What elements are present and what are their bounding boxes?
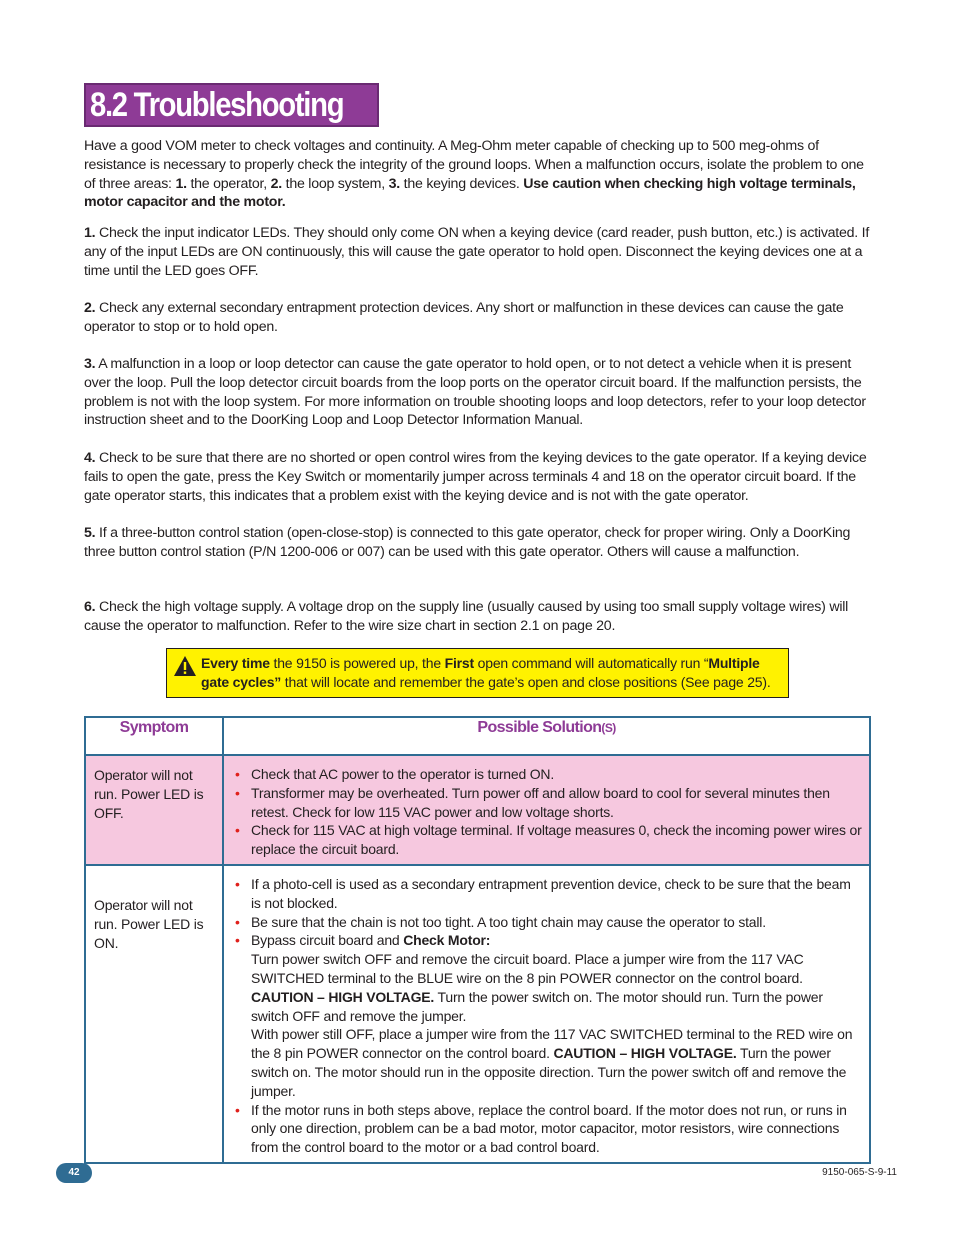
solution-item: • Bypass circuit board and Check Motor: Turn power switch OFF and remove the circuit board. Place a jumper wire from the 117 VAC SWITCHED terminal to the BLUE wire on the 8 pin POWER connector on the control board. CAUTION – HIGH VOLTAGE. Turn the power switch on. The motor should run. Turn the power switch OFF and remove the jumper. With power still OFF, place a jumper wire from the 117 VAC SWITCHED terminal to the RED wire on the 8 pin POWER connector on the control board. CAUTION – HIGH VOLTAGE. Turn the power switch on. The motor should run in the opposite direction. Turn the power switch off and remove the jumper. <box>251 931 862 1100</box>
document-code: 9150-065-S-9-11 <box>822 1167 897 1178</box>
solution-cell <box>223 755 870 865</box>
intro-paragraph: Have a good VOM meter to check voltages and continuity. A Meg-Ohm meter capable of checking up to 500 meg-ohms of resistance is necessary to properly check the integrity of the ground loops. When a malfunction occurs, isolate the problem to one of three areas: 1. the operator, 2. the loop system, 3. the keying devices. Use caution when checking high voltage terminals, motor capacitor and the motor. <box>84 138 864 211</box>
step-1: 1. Check the input indicator LEDs. They should only come ON when a keying device (card reader, push button, etc.) is activated. If any of the input LEDs are ON continuously, this will cause the gate operator to hold open. Disconnect the keying devices one at a time until the LED goes OFF. <box>84 225 870 279</box>
caution-text: Use caution when checking high voltage terminals, motor capacitor and the motor. <box>84 175 856 211</box>
solution-item: • Be sure that the chain is not too tight. A too tight chain may cause the operator to stall. <box>251 913 862 932</box>
section-title: 8.2 Troubleshooting <box>84 83 379 127</box>
warning-box: Every time the 9150 is powered up, the First open command will automatically run “Multiple gate cycles” that will locate and remember the gate’s open and close positions (See page 25). <box>166 648 789 698</box>
solution-cell <box>223 865 870 1163</box>
step-4: 4. Check to be sure that there are no shorted or open control wires from the keying devices to the gate operator. If a keying device fails to open the gate, press the Key Switch or momentarily jumper across terminals 4 and 18 on the operator circuit board. If the gate operator starts, this indicates that a problem exist with the keying device and is not with the gate operator. <box>84 450 867 504</box>
step-2: 2. Check any external secondary entrapment protection devices. Any short or malfunction in these devices can cause the gate operator to stop or to hold open. <box>84 300 844 335</box>
page-number-badge: 42 <box>56 1163 92 1183</box>
step-3: 3. A malfunction in a loop or loop detector can cause the gate operator to hold open, or to not detect a vehicle when it is present over the loop. Pull the loop detector circuit boards from the loop ports on the operator circuit board. If the malfunction persists, the problem is not with the loop system. For more information on trouble shooting loops and loop detectors, refer to your loop detector instruction sheet and to the DoorKing Loop and Loop Detector Information Manual. <box>84 356 866 429</box>
step-5: 5. If a three-button control station (open-close-stop) is connected to this gate operator, check for proper wiring. Only a DoorKing three button control station (P/N 1200-006 or 007) can be used with this gate operator. Others will cause a malfunction. <box>84 525 851 560</box>
symptom-cell: Operator will not run. Power LED is ON. <box>85 865 223 1163</box>
solution-item: • If a photo-cell is used as a secondary entrapment prevention device, check to be sure that the beam is not blocked. <box>251 875 862 913</box>
step-6: 6. Check the high voltage supply. A voltage drop on the supply line (usually caused by using too small supply voltage wires) will cause the operator to malfunction. Refer to the wire size chart in section 2.1 on page 20. <box>84 599 849 634</box>
solution-item: • If the motor runs in both steps above, replace the control board. If the motor does not run, or runs in only one direction, problem can be a bad motor, motor capacitor, motor resistors, wire connections from the control board to the motor or a bad control board. <box>251 1101 862 1157</box>
header-possible-solution: Possible Solution(S) <box>223 717 870 755</box>
table-row <box>85 755 870 865</box>
solution-item: • Transformer may be overheated. Turn power off and allow board to cool for several minutes then retest. Check for low 115 VAC power and low voltage shorts. <box>251 784 862 822</box>
troubleshooting-table <box>84 716 871 1164</box>
table-row <box>85 865 870 1163</box>
solution-item: • Check for 115 VAC at high voltage terminal. If voltage measures 0, check the incoming power wires or replace the circuit board. <box>251 821 862 859</box>
symptom-cell: Operator will not run. Power LED is OFF. <box>85 755 223 865</box>
warning-triangle-icon <box>173 655 197 677</box>
table-header-row <box>85 717 870 755</box>
header-symptom: Symptom <box>85 717 223 755</box>
solution-item: • Check that AC power to the operator is turned ON. <box>251 765 862 784</box>
